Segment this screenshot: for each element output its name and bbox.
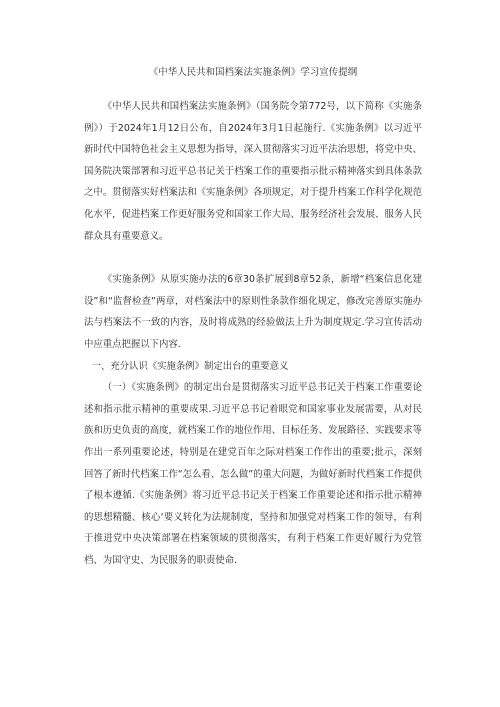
structure-paragraph: 《实施条例》从原实施办法的6章30条扩展到8章52条，新增“档案信息化建设”和“监督检查”两章，对档案法中的原则性条款作细化规定，修改完善原实施办法与档案法不一致的内容，及时将成熟的经验做法上升为制度规定.学习宣传活动中应重点把握以下内容.: [84, 274, 422, 350]
section-heading: 一、充分认识《实施条例》制定出台的重要意义: [91, 360, 289, 372]
section-paragraph: （一）《实施条例》的制定出台是贯彻落实习近平总书记关于档案工作重要论述和指示批示精神的重要成果.习近平总书记着眼党和国家事业发展需要，从对民族和历史负责的高度，就档案工作的地位作用、目标任务、发展路径、实践要求等作出一系列重要论述，特别是在建党百年之际对档案工作作出的重要;批示，深刻回答了新时代档案工作“怎么看、怎么做”的重大问题，为做好新时代档案工作提供了根本遵循.《实施条例》将习近平总书记关于档案工作重要论述和指示批示精神的思想精髓、核心‘要义转化为法规制度，坚持和加强党对档案工作的领导，有利于推进党中央决策部署在档案领域的贯彻落实，有利于档案工作更好履行为党管档、为国守史、为民服务的职责使命.: [84, 382, 422, 566]
document-title: 《中华人民共和国档案法实施条例》学习宣传提纲: [148, 67, 358, 78]
intro-paragraph: 《中华人民共和国档案法实施条例》（国务院令第772号，以下简称《实施条例》）于2024年1月12日公布，自2024年3月1日起施行.《实施条例》以习近平新时代中国特色社会主义思想为指导，深入贯彻落实习近平法治思想，将党中央、国务院决策部署和习近平总书记关于档案工作的重要指示批示精神落实到具体条款之中。贯彻落实好档案法和《实施条例》各项规定，对于提升档案工作科学化规范化水平，促进档案工作更好服务党和国家工作大局、服务经济社会发展、服务人民群众具有重要意义。: [84, 101, 422, 242]
